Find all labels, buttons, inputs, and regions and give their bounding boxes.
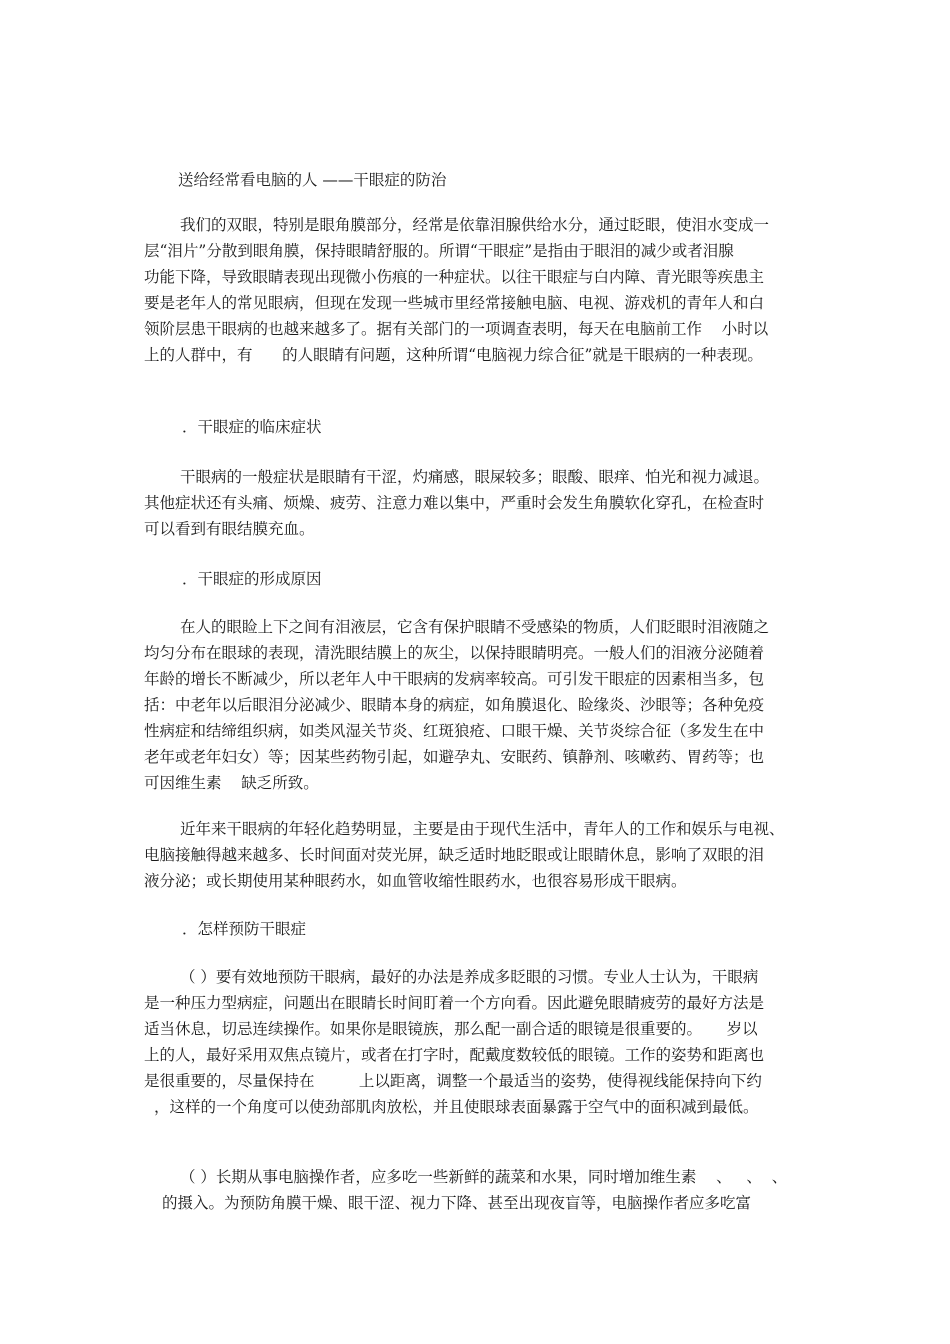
section-body-line: 是很重要的，尽量保持在 上以距离，调整一个最适当的姿势，使得视线能保持向下约 xyxy=(144,1072,762,1090)
intro-line: 上的人群中，有 的人眼睛有问题，这种所谓“电脑视力综合征”就是干眼病的一种表现。 xyxy=(144,346,763,364)
section-heading-symptoms: ．干眼症的临床症状 xyxy=(182,418,322,436)
section-body-line: 可因维生素 缺乏所致。 xyxy=(144,774,319,792)
section-body-line: （ ）要有效地预防干眼病，最好的办法是养成多眨眼的习惯。专业人士认为，干眼病 xyxy=(180,968,759,986)
section-body-line: 在人的眼睑上下之间有泪液层，它含有保护眼睛不受感染的物质，人们眨眼时泪液随之 xyxy=(180,618,770,636)
section-body-line: ，这样的一个角度可以使劲部肌肉放松，并且使眼球表面暴露于空气中的面积减到最低。 xyxy=(154,1098,759,1116)
section-body-line: 可以看到有眼结膜充血。 xyxy=(144,520,315,538)
intro-line: 要是老年人的常见眼病，但现在发现一些城市里经常接触电脑、电视、游戏机的青年人和白 xyxy=(144,294,765,312)
section-heading-causes: ．干眼症的形成原因 xyxy=(182,570,322,588)
section-body-line: 近年来干眼病的年轻化趋势明显，主要是由于现代生活中，青年人的工作和娱乐与电视、 xyxy=(180,820,785,838)
section-body-line: 是一种压力型病症，问题出在眼睛长时间盯着一个方向看。因此避免眼睛疲劳的最好方法是 xyxy=(144,994,765,1012)
section-body-line: 的摄入。为预防角膜干燥、眼干涩、视力下降、甚至出现夜盲等，电脑操作者应多吃富 xyxy=(162,1194,752,1212)
section-body-line: 括：中老年以后眼泪分泌减少、眼睛本身的病症，如角膜退化、睑缘炎、沙眼等；各种免疫 xyxy=(144,696,765,714)
intro-line: 我们的双眼，特别是眼角膜部分，经常是依靠泪腺供给水分，通过眨眼，使泪水变成一 xyxy=(180,216,770,234)
section-body-line: （ ）长期从事电脑操作者，应多吃一些新鲜的蔬菜和水果，同时增加维生素 、 、 、 xyxy=(180,1168,788,1186)
section-heading-prevention: ．怎样预防干眼症 xyxy=(182,920,307,938)
section-body-line: 老年或老年妇女）等；因某些药物引起，如避孕丸、安眠药、镇静剂、咳嗽药、胃药等；也 xyxy=(144,748,765,766)
intro-line: 功能下降，导致眼睛表现出现微小伤痕的一种症状。以往干眼症与白内障、青光眼等疾患主 xyxy=(144,268,765,286)
section-body-line: 均匀分布在眼球的表现，清洗眼结膜上的灰尘，以保持眼睛明亮。一般人们的泪液分泌随着 xyxy=(144,644,765,662)
section-body-line: 干眼病的一般症状是眼睛有干涩，灼痛感，眼屎较多；眼酸、眼痒、怕光和视力减退。 xyxy=(180,468,770,486)
document-title: 送给经常看电脑的人 ——干眼症的防治 xyxy=(178,171,447,189)
section-body-line: 液分泌；或长期使用某种眼药水，如血管收缩性眼药水，也很容易形成干眼病。 xyxy=(144,872,687,890)
intro-line: 领阶层患干眼病的也越来越多了。据有关部门的一项调查表明，每天在电脑前工作 小时以 xyxy=(144,320,769,338)
section-body-line: 其他症状还有头痛、烦燥、疲劳、注意力难以集中，严重时会发生角膜软化穿孔，在检查时 xyxy=(144,494,765,512)
section-body-line: 性病症和结缔组织病，如类风湿关节炎、红斑狼疮、口眼干燥、关节炎综合征（多发生在中 xyxy=(144,722,765,740)
section-body-line: 上的人，最好采用双焦点镜片，或者在打字时，配戴度数较低的眼镜。工作的姿势和距离也 xyxy=(144,1046,765,1064)
intro-line: 层“泪片”分散到眼角膜，保持眼睛舒服的。所谓“干眼症”是指由于眼泪的减少或者泪腺 xyxy=(144,242,734,260)
section-body-line: 电脑接触得越来越多、长时间面对荧光屏，缺乏适时地眨眼或让眼睛休息，影响了双眼的泪 xyxy=(144,846,765,864)
section-body-line: 年龄的增长不断减少，所以老年人中干眼病的发病率较高。可引发干眼症的因素相当多，包 xyxy=(144,670,765,688)
section-body-line: 适当休息，切忌连续操作。如果你是眼镜族，那么配一副合适的眼镜是很重要的。 岁以 xyxy=(144,1020,758,1038)
